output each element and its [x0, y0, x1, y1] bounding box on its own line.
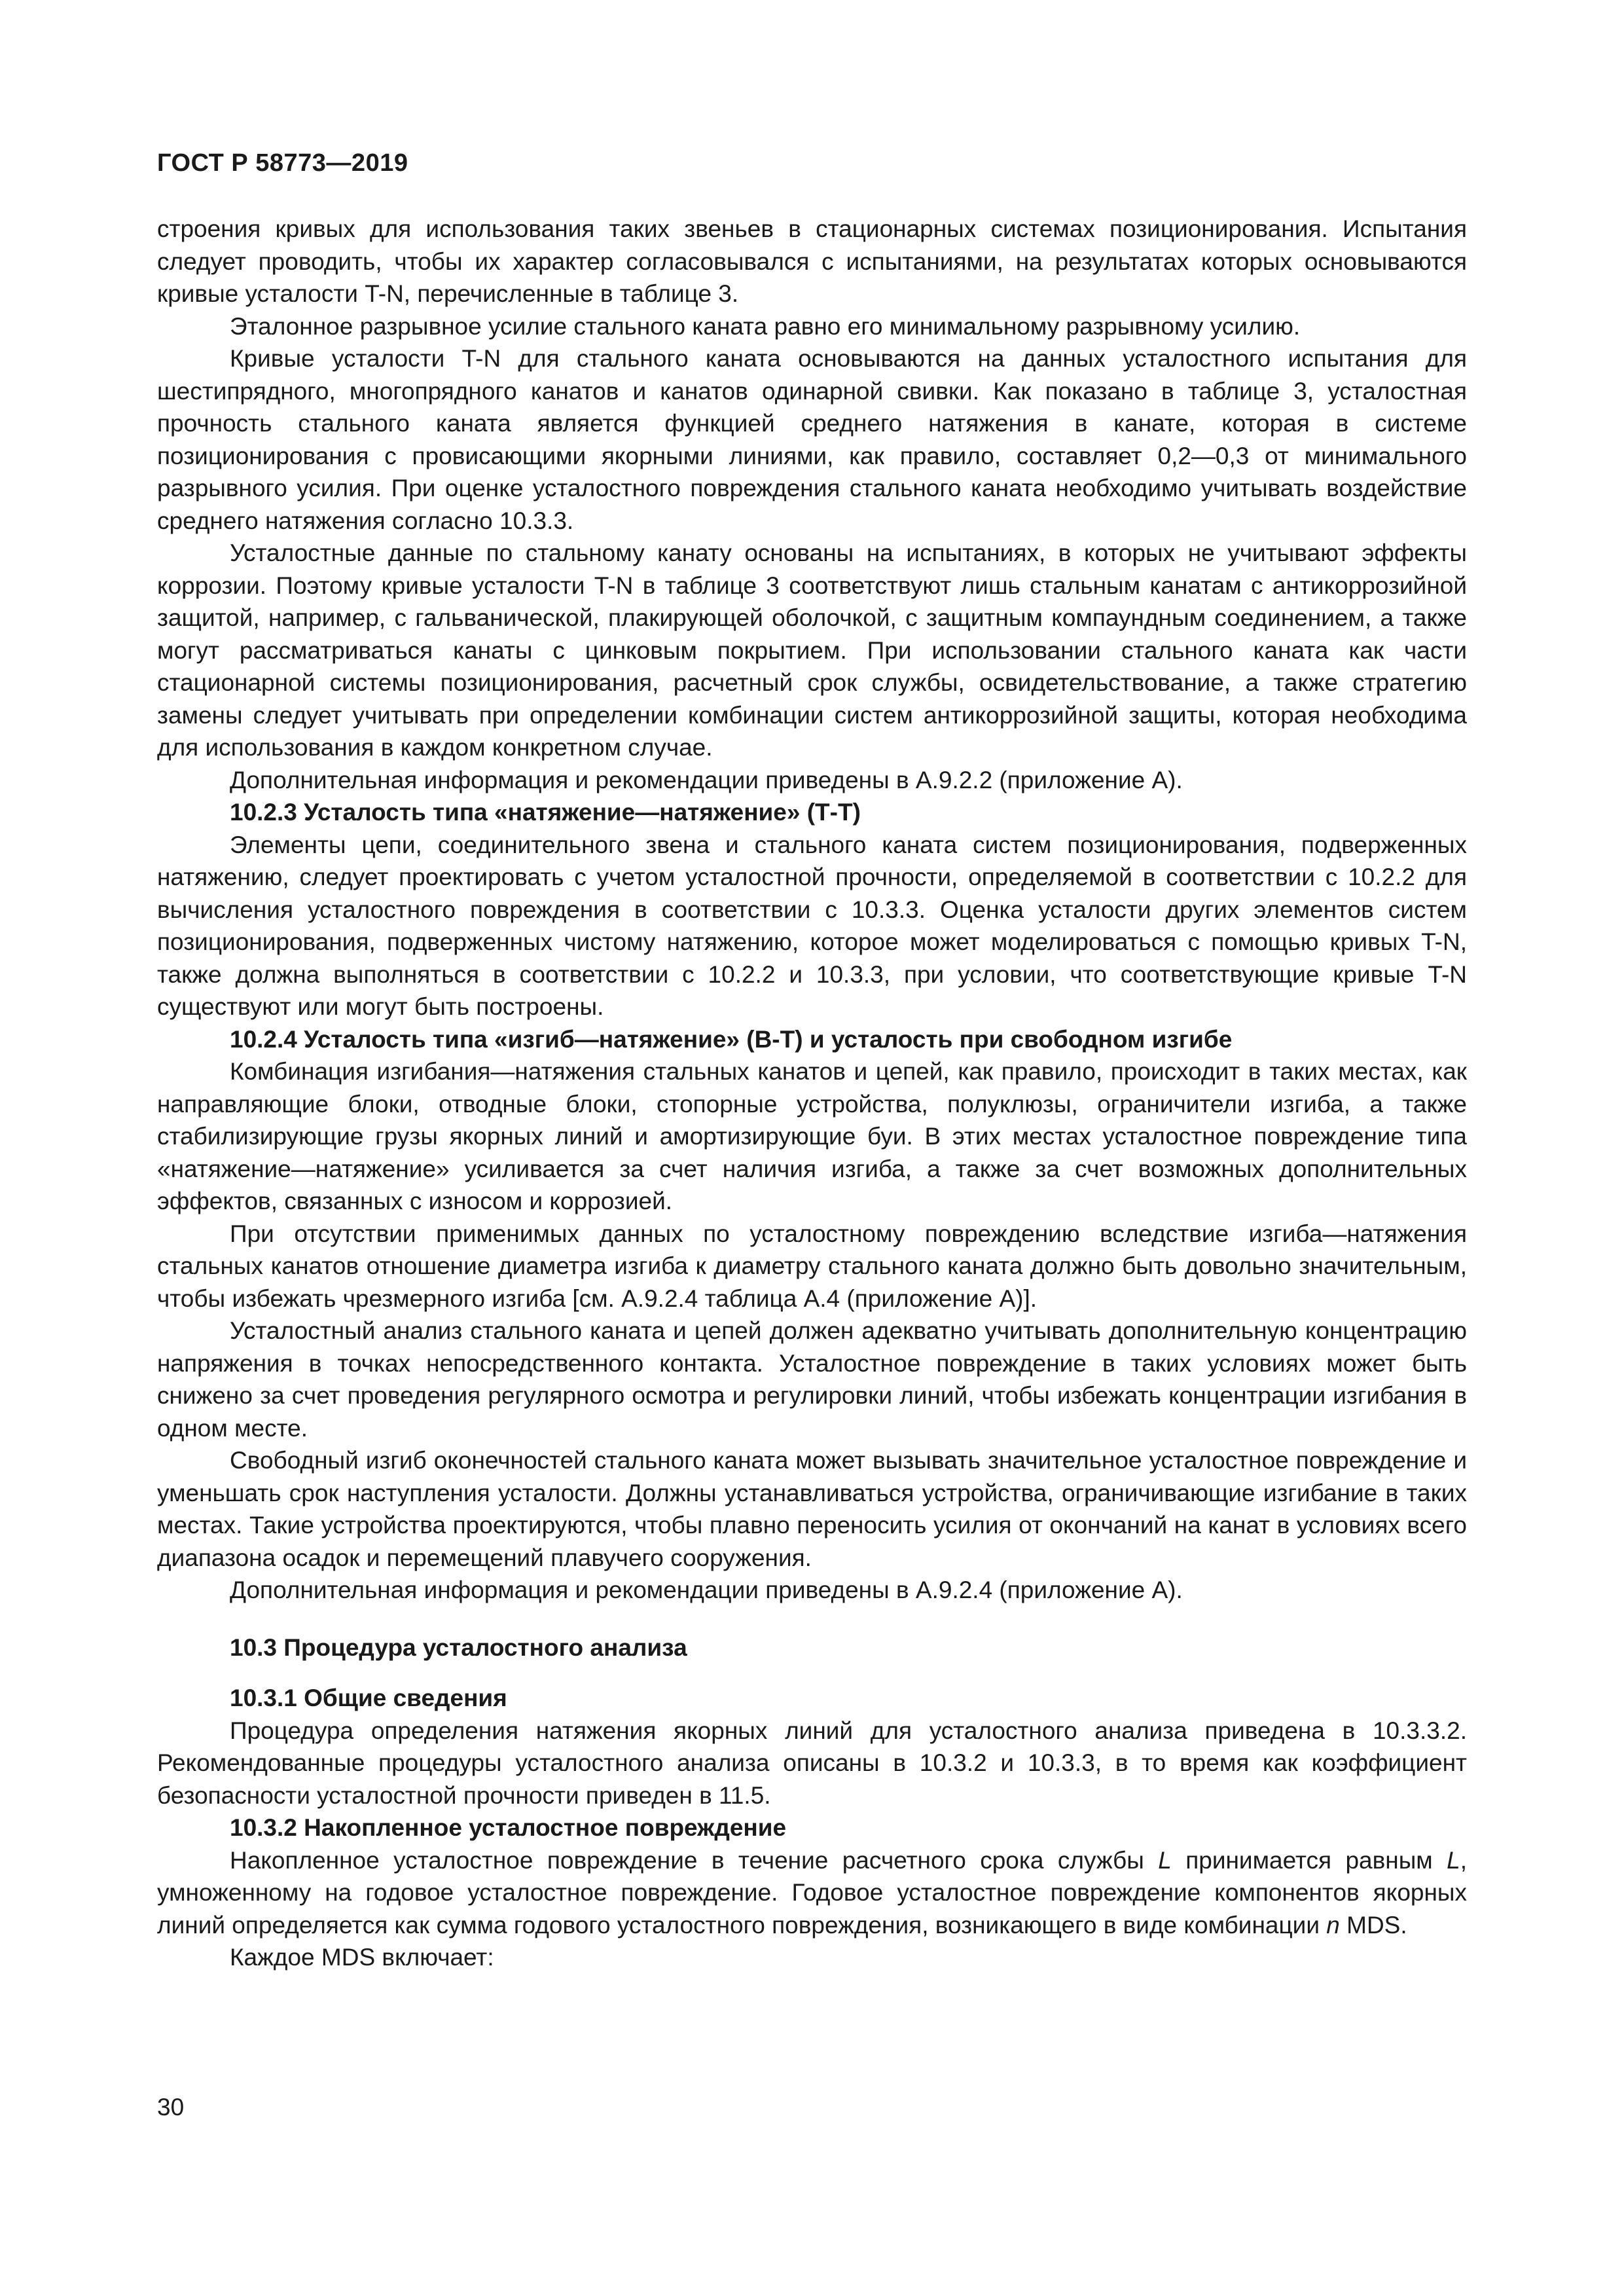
section-heading-10-3-1: 10.3.1 Общие сведения — [230, 1685, 507, 1711]
paragraph: Дополнительная информация и рекомендации приведены в А.9.2.4 (приложение А). — [230, 1576, 1183, 1603]
text-run: Накопленное усталостное повреждение в течение расчетного срока службы — [230, 1846, 1159, 1874]
italic-variable: L — [1158, 1846, 1172, 1874]
paragraph: При отсутствии применимых данных по усталостному повреждению вследствие изгиба—натяжения стальных канатов отношение диаметра изгиба к диаметру стального каната должно быть довольно значительным, чтобы избежать чрезмерного изгиба [см. А.9.2.4 таблица А.4 (приложение А)]. — [157, 1220, 1467, 1312]
paragraph — [157, 1844, 1467, 1942]
text-run: MDS. — [1339, 1911, 1407, 1939]
document-header: ГОСТ Р 58773—2019 — [157, 149, 408, 177]
paragraph: Усталостный анализ стального каната и цепей должен адекватно учитывать дополнительную концентрацию напряжения в точках непосредственного контакта. Усталостное повреждение в таких условиях может быть снижено за счет проведения регулярного осмотра и регулировки линий, чтобы избежать концентрации изгибания в одном месте. — [157, 1317, 1467, 1442]
paragraph: Комбинация изгибания—натяжения стальных канатов и цепей, как правило, происходит в таких местах, как направляющие блоки, отводные блоки, стопорные устройства, полуклюзы, ограничители изгиба, а также стабилизирующие грузы якорных линий и амортизирующие буи. В этих местах усталостное повреждение типа «натяжение—натяжение» усиливается за счет наличия изгиба, а также за счет возможных дополнительных эффектов, связанных с износом и коррозией. — [157, 1058, 1467, 1214]
paragraph: Каждое MDS включает: — [230, 1944, 494, 1971]
section-heading-10-3-2: 10.3.2 Накопленное усталостное повреждение — [230, 1814, 787, 1841]
text-run: принимается равным — [1171, 1846, 1447, 1874]
section-heading-10-3: 10.3 Процедура усталостного анализа — [230, 1633, 687, 1661]
paragraph: Усталостные данные по стальному канату основаны на испытаниях, в которых не учитывают эффекты коррозии. Поэтому кривые усталости T-N в таблице 3 соответствуют лишь стальным канатам с антикоррозийной защитой, например, с гальванической, плакирующей оболочкой, с защитным компаундным соединением, а также могут рассматриваться канаты с цинковым покрытием. При использовании стального каната как части стационарной системы позиционирования, расчетный срок службы, освидетельствование, а также стратегию замены следует учитывать при определении комбинации систем антикоррозийной защиты, которая необходима для использования в каждом конкретном случае. — [157, 539, 1467, 761]
section-heading-10-2-4: 10.2.4 Усталость типа «изгиб—натяжение» (В-Т) и усталость при свободном изгибе — [230, 1025, 1233, 1053]
paragraph: Процедура определения натяжения якорных линий для усталостного анализа приведена в 10.3.3.2. Рекомендованные процедуры усталостного анализа описаны в 10.3.2 и 10.3.3, в то время как коэффициент безопасности усталостной прочности приведен в 11.5. — [157, 1717, 1467, 1809]
page-number: 30 — [157, 2094, 185, 2121]
section-heading-10-2-3: 10.2.3 Усталость типа «натяжение—натяжение» (Т-Т) — [230, 799, 861, 826]
text-run: , умноженному на годовое усталостное повреждение. Годовое усталостное повреждение компонентов якорных линий определяется как сумма годового усталостного повреждения, возникающего в виде комбинации — [157, 1846, 1467, 1939]
paragraph: Элементы цепи, соединительного звена и стального каната систем позиционирования, подверженных натяжению, следует проектировать с учетом усталостной прочности, определяемой в соответствии с 10.2.2 для вычисления усталостного повреждения в соответствии с 10.3.3. Оценка усталости других элементов систем позиционирования, подверженных чистому натяжению, которое может моделироваться с помощью кривых T-N, также должна выполняться в соответствии с 10.2.2 и 10.3.3, при условии, что соответствующие кривые T-N существуют или могут быть построены. — [157, 831, 1467, 1020]
paragraph: строения кривых для использования таких звеньев в стационарных системах позиционирования. Испытания следует проводить, чтобы их характер согласовывался с испытаниями, на результатах которых основываются кривые усталости T-N, перечисленные в таблице 3. — [157, 215, 1467, 307]
paragraph: Кривые усталости T-N для стального каната основываются на данных усталостного испытания для шестипрядного, многопрядного канатов и канатов одинарной свивки. Как показано в таблице 3, усталостная прочность стального каната является функцией среднего натяжения в канате, которая в системе позиционирования с провисающими якорными линиями, как правило, составляет 0,2—0,3 от минимального разрывного усилия. При оценке усталостного повреждения стального каната необходимо учитывать воздействие среднего натяжения согласно 10.3.3. — [157, 345, 1467, 534]
document-body — [157, 213, 1467, 1974]
paragraph: Дополнительная информация и рекомендации приведены в А.9.2.2 (приложение А). — [230, 766, 1183, 793]
italic-variable: n — [1326, 1911, 1340, 1939]
paragraph: Свободный изгиб оконечностей стального каната может вызывать значительное усталостное повреждение и уменьшать срок наступления усталости. Должны устанавливаться устройства, ограничивающие изгибание в таких местах. Такие устройства проектируются, чтобы плавно переносить усилия от окончаний на канат в условиях всего диапазона осадок и перемещений плавучего сооружения. — [157, 1447, 1467, 1571]
paragraph: Эталонное разрывное усилие стального каната равно его минимальному разрывному усилию. — [230, 312, 1301, 340]
italic-variable: L — [1447, 1846, 1460, 1874]
